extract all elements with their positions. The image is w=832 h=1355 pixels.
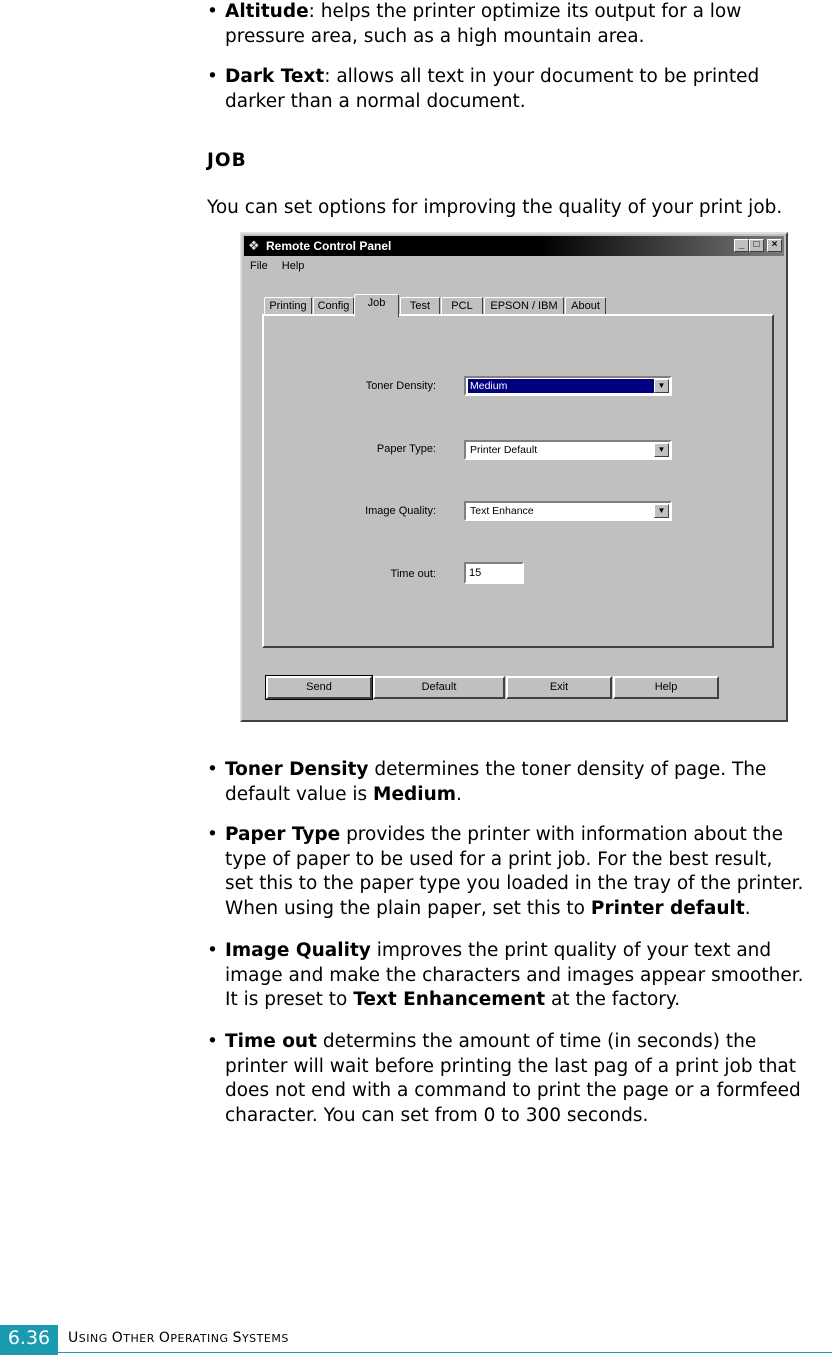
footer-sc: THER [123,1332,159,1345]
paper-desc-1: provides the printer with information about the [340,824,784,845]
bullet-dot: • [207,824,218,845]
quality-preset-value: Text Enhancement [353,989,546,1010]
quality-desc-end: at the factory. [545,989,681,1010]
term-toner-density: Toner Density [225,759,369,780]
menu-file[interactable]: File [250,260,268,272]
running-footer [68,1330,289,1346]
quality-desc-1: improves the print quality of your text and [370,940,772,961]
dropdown-arrow-icon[interactable]: ▼ [654,443,669,457]
paper-type-value: Printer Default [470,444,538,456]
toner-desc-2: default value is [225,783,374,805]
printer-app-icon: ❖ [248,238,260,253]
quality-desc-2: image and make the characters and images appear smoother. [225,964,804,986]
paper-default-value: Printer default [590,897,745,919]
footer-cap: U [68,1330,79,1346]
term-paper-type: Paper Type [225,824,341,845]
tab-test[interactable]: Test [400,297,440,315]
section-heading: JOB [207,150,247,171]
term-dark-text: Dark Text [225,66,325,87]
footer-sc: SING [78,1332,112,1345]
paper-type-label: Paper Type: [376,443,436,455]
timeout-desc-1: determins the amount of time (in seconds) the [316,1031,757,1052]
image-quality-label: Image Quality: [365,505,436,517]
altitude-desc: : helps the printer optimize its output for a low [308,1,742,22]
menu-help[interactable]: Help [281,260,305,272]
footer-cap: O [158,1330,171,1346]
toner-density-select[interactable] [464,376,672,396]
section-intro: You can set options for improving the quality of your print job. [207,197,783,218]
job-panel [262,314,774,648]
toner-desc-period: . [456,783,462,805]
menu-bar [250,260,315,276]
dark-text-desc: : allows all text in your document to be printed [324,66,760,87]
paper-desc-period: . [744,897,751,919]
toner-density-label: Toner Density: [365,380,436,392]
title-bar [244,236,784,256]
minimize-button[interactable]: _ [734,239,749,252]
dropdown-arrow-icon[interactable]: ▼ [654,504,669,518]
term-altitude: Altitude [225,1,309,22]
bullet-dot: • [207,1031,218,1052]
timeout-desc-2: printer will wait before printing the last pag of a print job that [225,1055,797,1077]
bullet-dot: • [207,1,218,22]
send-button[interactable]: Send [266,676,372,699]
dark-text-desc-2: darker than a normal document. [225,90,526,112]
tab-pcl[interactable]: PCL [441,297,483,315]
dropdown-arrow-icon[interactable]: ▼ [654,379,669,393]
image-quality-select[interactable] [464,501,672,521]
toner-desc-1: determines the toner density of page. The [368,759,767,780]
altitude-desc-2: pressure area, such as a high mountain area. [225,25,645,47]
bullet-dot: • [207,66,218,87]
footer-sc: PERATING [170,1332,233,1345]
quality-desc-3: It is preset to [225,989,354,1010]
bullet-dot: • [207,940,218,961]
tab-printing[interactable]: Printing [264,297,312,315]
footer-cap: S [232,1330,242,1346]
paper-desc-4: When using the plain paper, set this to [225,897,591,919]
paper-desc-2: type of paper to be used for a print job. For the best result, [225,848,773,870]
paper-type-select[interactable] [464,440,672,460]
footer-rule [58,1352,832,1353]
tab-about[interactable]: About [565,297,606,315]
footer-cap: O [111,1330,124,1346]
footer-sc: YSTEMS [241,1332,289,1345]
bullet-dot: • [207,759,218,780]
close-button[interactable]: × [767,239,782,252]
maximize-button[interactable]: □ [749,239,764,252]
default-button[interactable]: Default [373,676,505,699]
toner-density-value: Medium [468,379,654,393]
page-number: 6.36 [0,1325,58,1355]
term-time-out: Time out [225,1031,317,1052]
timeout-desc-4: character. You can set from 0 to 300 seconds. [225,1104,649,1126]
exit-button[interactable]: Exit [506,676,612,699]
time-out-input[interactable]: 15 [464,562,524,584]
tab-config[interactable]: Config [313,297,354,315]
remote-control-panel-window [240,232,788,722]
tab-job[interactable]: Job [354,294,399,317]
window-title: Remote Control Panel [266,239,392,253]
help-button[interactable]: Help [613,676,719,699]
toner-default-value: Medium [373,783,457,805]
timeout-desc-3: does not end with a command to print the page or a formfeed [225,1080,801,1101]
image-quality-value: Text Enhance [470,505,534,517]
paper-desc-3: set this to the paper type you loaded in the tray of the printer. [225,873,804,894]
tab-epson-ibm[interactable]: EPSON / IBM [484,297,564,315]
term-image-quality: Image Quality [225,940,371,961]
time-out-label: Time out: [390,568,436,580]
